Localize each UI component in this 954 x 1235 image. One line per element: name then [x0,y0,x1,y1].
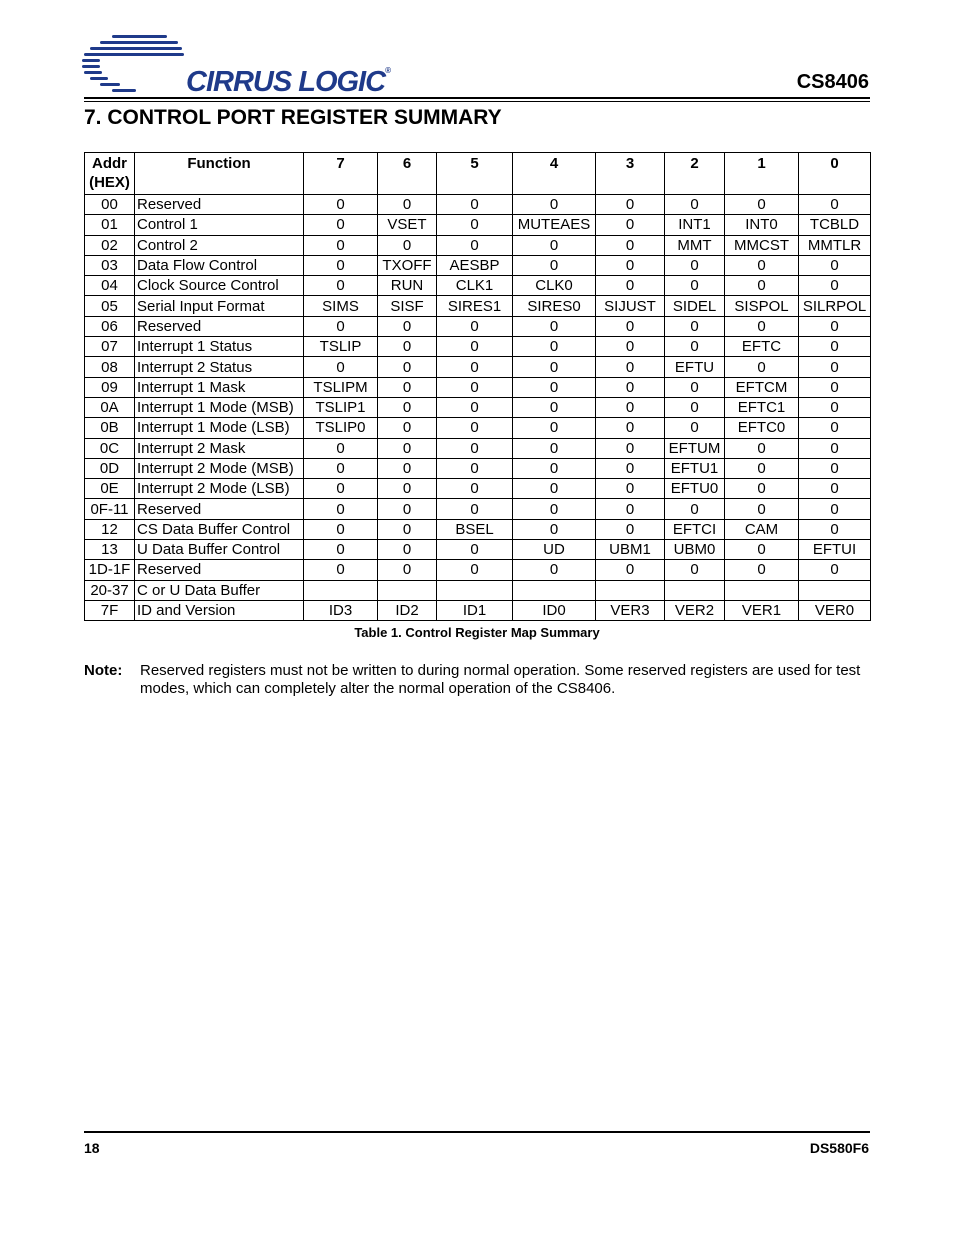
bit-cell: 0 [378,458,437,478]
bit-cell: 0 [725,357,799,377]
bit-cell: 0 [596,316,665,336]
function-cell: Serial Input Format [135,296,304,316]
column-header: 4 [513,153,596,195]
function-cell: Interrupt 1 Status [135,337,304,357]
bit-cell: 0 [437,377,513,397]
bit-cell: 0 [513,377,596,397]
bit-cell: 0 [304,255,378,275]
bit-cell: 0 [513,438,596,458]
bit-cell: 0 [596,195,665,215]
bit-cell: EFTC [725,337,799,357]
bit-cell: 0 [304,499,378,519]
bit-cell: EFTU [665,357,725,377]
bit-cell: 0 [378,418,437,438]
address-cell: 0B [85,418,135,438]
bit-cell: 0 [304,519,378,539]
bit-cell: CAM [725,519,799,539]
bit-cell: 0 [437,235,513,255]
bit-cell: SISPOL [725,296,799,316]
function-cell: C or U Data Buffer [135,580,304,600]
bit-cell: 0 [513,195,596,215]
bit-cell: 0 [665,499,725,519]
column-header: 7 [304,153,378,195]
address-cell: 0F-11 [85,499,135,519]
bit-cell: 0 [596,235,665,255]
bit-cell: 0 [378,519,437,539]
bit-cell: 0 [725,195,799,215]
table-row [85,397,871,417]
bit-cell: SILRPOL [799,296,871,316]
table-row [85,418,871,438]
function-cell: Control 1 [135,215,304,235]
address-cell: 04 [85,276,135,296]
bit-cell: 0 [437,499,513,519]
bit-cell: 0 [799,560,871,580]
table-row [85,377,871,397]
bit-cell: 0 [596,397,665,417]
bit-cell: EFTUM [665,438,725,458]
bit-cell: 0 [513,519,596,539]
bit-cell: 0 [799,337,871,357]
address-cell: 02 [85,235,135,255]
bit-cell: SIDEL [665,296,725,316]
table-row [85,215,871,235]
table-row [85,519,871,539]
document-id: DS580F6 [809,1140,869,1156]
bit-cell: 0 [513,458,596,478]
function-cell: Data Flow Control [135,255,304,275]
bit-cell: MMTLR [799,235,871,255]
function-cell: Interrupt 2 Mask [135,438,304,458]
bit-cell: 0 [596,519,665,539]
address-cell: 08 [85,357,135,377]
bit-cell: 0 [596,438,665,458]
function-cell: Interrupt 1 Mode (LSB) [135,418,304,438]
bit-cell: 0 [304,316,378,336]
bit-cell [725,580,799,600]
bit-cell: 0 [437,337,513,357]
bit-cell: UBM1 [596,540,665,560]
table-row [85,296,871,316]
bit-cell: EFTC0 [725,418,799,438]
bit-cell: 0 [378,316,437,336]
function-cell: Interrupt 1 Mode (MSB) [135,397,304,417]
table-row [85,255,871,275]
bit-cell: SIMS [304,296,378,316]
address-cell: 12 [85,519,135,539]
bit-cell [799,580,871,600]
bit-cell: 0 [725,540,799,560]
column-header: 5 [437,153,513,195]
bit-cell: 0 [799,276,871,296]
bit-cell: 0 [596,357,665,377]
bit-cell: 0 [596,377,665,397]
bit-cell: TCBLD [799,215,871,235]
bit-cell: 0 [725,316,799,336]
bit-cell: UD [513,540,596,560]
bit-cell: 0 [665,418,725,438]
bit-cell: 0 [378,438,437,458]
address-cell: 7F [85,600,135,620]
bit-cell: SIRES0 [513,296,596,316]
function-cell: Reserved [135,316,304,336]
bit-cell: 0 [799,499,871,519]
bit-cell: 0 [437,438,513,458]
column-header: 0 [799,153,871,195]
bit-cell: 0 [513,337,596,357]
function-cell: Interrupt 2 Mode (LSB) [135,479,304,499]
address-cell: 0C [85,438,135,458]
bit-cell: 0 [665,276,725,296]
bit-cell: 0 [799,458,871,478]
bit-cell: TSLIPM [304,377,378,397]
bit-cell: BSEL [437,519,513,539]
bit-cell: VER1 [725,600,799,620]
bit-cell: 0 [665,397,725,417]
bit-cell: ID0 [513,600,596,620]
bit-cell: SISF [378,296,437,316]
bit-cell: MUTEAES [513,215,596,235]
bit-cell: 0 [596,418,665,438]
note-block [84,662,870,698]
bit-cell: TXOFF [378,255,437,275]
address-cell: 0E [85,479,135,499]
bit-cell: 0 [799,397,871,417]
bit-cell: EFTU0 [665,479,725,499]
function-cell: Control 2 [135,235,304,255]
bit-cell: 0 [596,458,665,478]
bit-cell: ID2 [378,600,437,620]
bit-cell: 0 [513,397,596,417]
note-text: Reserved registers must not be written to during normal operation. Some reserved registers are used for test modes, which can completely alter the normal operation of the CS8406. [140,662,861,697]
bit-cell: TSLIP0 [304,418,378,438]
address-cell: 0D [85,458,135,478]
bit-cell: 0 [378,337,437,357]
bit-cell: CLK1 [437,276,513,296]
header-rule-thin [84,101,870,102]
table-row [85,600,871,620]
bit-cell [513,580,596,600]
column-header: Function [135,153,304,195]
bit-cell: 0 [304,438,378,458]
bit-cell: TSLIP1 [304,397,378,417]
bit-cell: 0 [378,195,437,215]
bit-cell: EFTCM [725,377,799,397]
bit-cell: 0 [378,560,437,580]
bit-cell: TSLIP [304,337,378,357]
bit-cell: ID1 [437,600,513,620]
function-cell: U Data Buffer Control [135,540,304,560]
bit-cell: AESBP [437,255,513,275]
cirrus-logic-logo [82,32,390,98]
address-cell: 00 [85,195,135,215]
table-row [85,316,871,336]
bit-cell: 0 [513,418,596,438]
bit-cell: 0 [665,195,725,215]
bit-cell: EFTCI [665,519,725,539]
table-row [85,235,871,255]
bit-cell: UBM0 [665,540,725,560]
bit-cell: 0 [304,540,378,560]
bit-cell: 0 [725,255,799,275]
table-row [85,438,871,458]
bit-cell: 0 [513,316,596,336]
bit-cell: 0 [725,438,799,458]
page-number: 18 [84,1140,100,1156]
section-title: 7. CONTROL PORT REGISTER SUMMARY [84,106,502,129]
table-row [85,195,871,215]
part-number: CS8406 [796,71,869,93]
bit-cell: 0 [725,560,799,580]
bit-cell: 0 [596,560,665,580]
bit-cell: 0 [799,479,871,499]
bit-cell: 0 [437,479,513,499]
bit-cell: 0 [437,418,513,438]
function-cell: Reserved [135,195,304,215]
header-rule [84,97,870,99]
column-header: 2 [665,153,725,195]
bit-cell: 0 [665,337,725,357]
bit-cell: 0 [799,357,871,377]
address-cell: 09 [85,377,135,397]
bit-cell [596,580,665,600]
bit-cell: 0 [799,418,871,438]
table-row [85,580,871,600]
bit-cell: 0 [725,276,799,296]
bit-cell: 0 [799,255,871,275]
bit-cell: 0 [725,458,799,478]
address-cell: 05 [85,296,135,316]
bit-cell: SIJUST [596,296,665,316]
bit-cell: VSET [378,215,437,235]
bit-cell: 0 [437,357,513,377]
bit-cell: 0 [378,397,437,417]
bit-cell: INT0 [725,215,799,235]
column-header: 6 [378,153,437,195]
bit-cell: 0 [665,255,725,275]
bit-cell: 0 [596,499,665,519]
bit-cell: 0 [437,458,513,478]
bit-cell: 0 [304,560,378,580]
bit-cell: 0 [378,499,437,519]
bit-cell: 0 [596,215,665,235]
bit-cell: 0 [513,479,596,499]
table-row [85,458,871,478]
register-map-table [84,152,871,621]
bit-cell: 0 [799,316,871,336]
bit-cell: 0 [665,560,725,580]
bit-cell: 0 [437,215,513,235]
bit-cell: 0 [378,540,437,560]
function-cell: Interrupt 2 Mode (MSB) [135,458,304,478]
function-cell: Interrupt 2 Status [135,357,304,377]
bit-cell: 0 [596,337,665,357]
logo-registered-mark: ® [385,66,390,75]
bit-cell: EFTU1 [665,458,725,478]
bit-cell: MMCST [725,235,799,255]
bit-cell [304,580,378,600]
address-cell: 13 [85,540,135,560]
bit-cell: 0 [665,316,725,336]
bit-cell: 0 [378,377,437,397]
table-header-row [85,153,871,195]
bit-cell: 0 [513,499,596,519]
address-cell: 06 [85,316,135,336]
bit-cell: INT1 [665,215,725,235]
function-cell: ID and Version [135,600,304,620]
bit-cell: VER3 [596,600,665,620]
bit-cell [437,580,513,600]
bit-cell [378,580,437,600]
function-cell: CS Data Buffer Control [135,519,304,539]
address-cell: 1D-1F [85,560,135,580]
column-header: 3 [596,153,665,195]
bit-cell: 0 [378,357,437,377]
bit-cell: 0 [437,540,513,560]
address-cell: 20-37 [85,580,135,600]
function-cell: Clock Source Control [135,276,304,296]
bit-cell: CLK0 [513,276,596,296]
function-cell: Reserved [135,560,304,580]
address-cell: 07 [85,337,135,357]
bit-cell: 0 [799,438,871,458]
column-header: 1 [725,153,799,195]
bit-cell: 0 [437,316,513,336]
bit-cell: 0 [378,235,437,255]
table-row [85,560,871,580]
bit-cell: 0 [596,255,665,275]
bit-cell: VER0 [799,600,871,620]
bit-cell: 0 [437,560,513,580]
bit-cell: 0 [304,458,378,478]
bit-cell: MMT [665,235,725,255]
bit-cell: 0 [596,479,665,499]
bit-cell: 0 [304,276,378,296]
bit-cell: 0 [304,357,378,377]
table-row [85,540,871,560]
function-cell: Interrupt 1 Mask [135,377,304,397]
bit-cell: 0 [513,357,596,377]
bit-cell: ID3 [304,600,378,620]
function-cell: Reserved [135,499,304,519]
bit-cell: 0 [378,479,437,499]
table-row [85,276,871,296]
bit-cell: 0 [304,215,378,235]
bit-cell: 0 [596,276,665,296]
bit-cell: SIRES1 [437,296,513,316]
bit-cell: 0 [513,235,596,255]
address-cell: 01 [85,215,135,235]
table-row [85,337,871,357]
table-caption: Table 1. Control Register Map Summary [354,625,600,640]
bit-cell: 0 [437,195,513,215]
bit-cell [665,580,725,600]
bit-cell: 0 [437,397,513,417]
bit-cell: 0 [799,195,871,215]
table-row [85,479,871,499]
bit-cell: 0 [304,479,378,499]
table-row [85,499,871,519]
bit-cell: EFTC1 [725,397,799,417]
bit-cell: 0 [799,377,871,397]
footer-rule [84,1131,870,1133]
note-label: Note: [84,662,123,679]
column-header: Addr (HEX) [85,153,135,195]
bit-cell: RUN [378,276,437,296]
bit-cell: 0 [799,519,871,539]
bit-cell: 0 [665,377,725,397]
address-cell: 03 [85,255,135,275]
bit-cell: EFTUI [799,540,871,560]
bit-cell: 0 [304,235,378,255]
logo-wordmark: CIRRUS LOGIC [186,66,386,98]
table-row [85,357,871,377]
bit-cell: 0 [513,560,596,580]
bit-cell: 0 [513,255,596,275]
address-cell: 0A [85,397,135,417]
bit-cell: 0 [725,499,799,519]
bit-cell: 0 [725,479,799,499]
bit-cell: VER2 [665,600,725,620]
bit-cell: 0 [304,195,378,215]
